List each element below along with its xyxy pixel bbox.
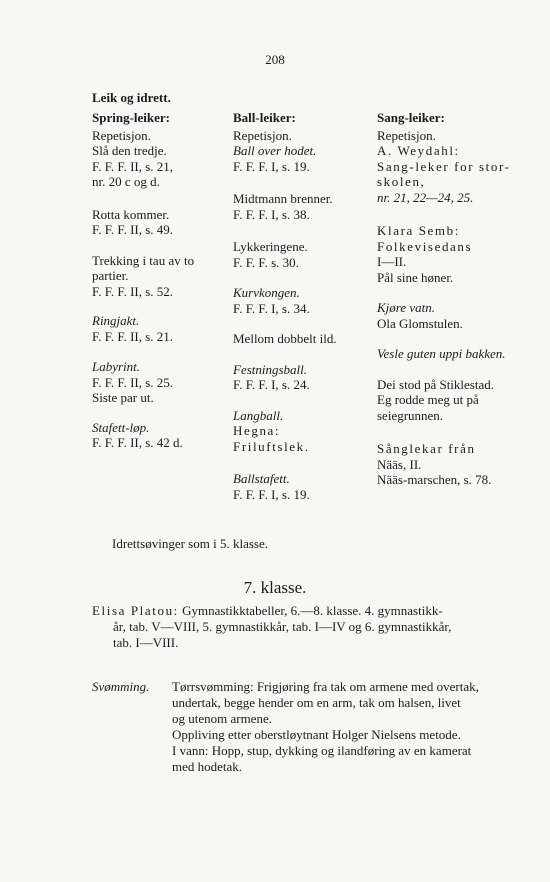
column-spring-leiker [92,110,194,451]
text-line: Folkevisedans [377,238,473,254]
entry-title: Kjøre vatn. [377,300,436,315]
text-line: Repetisjon. [233,127,292,143]
text-line: F. F. F. II, s. 42 d. [92,435,183,450]
entry-title: Ballstafett. [233,471,290,486]
author-paragraph [92,603,451,651]
text-line: nr. 20 c og d. [92,174,160,189]
column-sang-leiker [377,110,511,488]
text-line: F. F. F. I, s. 34. [233,300,310,316]
text-line: Oppliving etter oberstløytnant Holger Nielsens metode. [172,727,461,742]
entry-title: Labyrint. [92,359,141,374]
entry-title: Mellom dobbelt ild. [233,331,337,346]
text-line: F. F. F. II, s. 52. [92,283,174,299]
entry-title: Festningsball. [233,361,308,377]
text-line: med hodetak. [172,759,243,774]
text-line: seiegrunnen. [377,407,444,423]
entry-title: Ringjakt. [92,313,140,328]
text-line: Slå den tredje. [92,143,167,158]
entry-title: Langball. [233,407,284,423]
text-line: F. F. F. I, s. 19. [233,486,310,502]
entry-title: Stafett-løp. [92,419,150,435]
swimming-label: Svømming. [92,679,150,694]
text-line: Sang-leker for stor- [377,158,511,174]
text-line: tab. I—VIII. [113,635,179,650]
text-line: F. F. F. II, s. 21. [92,328,174,344]
text-line: Siste par ut. [92,390,154,405]
entry-title: Ball over hodet. [233,143,317,158]
text-line: nr. 21, 22—24, 25. [377,189,474,205]
column-heading: Sang-leiker: [377,110,445,125]
text-line: Friluftslek. [233,438,310,454]
class-heading: 7. klasse. [243,578,307,597]
entry-title: Vesle guten uppi bakken. [377,346,506,361]
text-line: Ola Glomstulen. [377,315,463,331]
text-line: partier. [92,268,129,283]
text-line: Repetisjon. [92,127,151,143]
entry-title: Midtmann brenner. [233,191,333,206]
text-line: F. F. F. I, s. 19. [233,158,310,174]
text-line: Repetisjon. [377,127,436,143]
text-line: F. F. F. II, s. 25. [92,374,174,390]
text-line: skolen, [377,174,426,189]
text-line: A. Weydahl: [377,143,460,158]
text-line: Pål sine høner. [377,269,454,285]
text-line: F. F. F. I, s. 24. [233,377,310,392]
text-line: Tørrsvømming: Frigjøring fra tak om armene med overtak, [172,679,479,694]
text-line: og utenom armene. [172,711,272,726]
swimming-text [172,679,479,775]
author-name: Elisa Platou: [92,603,179,618]
text-line: I—II. [377,254,407,269]
text-line: Klara Semb: [377,223,460,238]
text-line: I vann: Hopp, stup, dykking og ilandføring av en kamerat [172,743,472,758]
text-line: F. F. F. II, s. 49. [92,222,174,237]
entry-title: Lykkeringene. [233,239,308,254]
text-line: Gymnastikktabeller, 6.—8. klasse. 4. gymnastikk- [182,603,443,618]
text-line: Nääs-marschen, s. 78. [377,472,492,487]
column-heading: Spring-leiker: [92,110,170,125]
text-line: Eg rodde meg ut på [377,392,479,407]
text-line: Nääs, II. [377,456,422,472]
text-line: Trekking i tau av to [92,252,195,268]
text-line: år, tab. V—VIII, 5. gymnastikkår, tab. I—IV og 6. gymnastikkår, [113,619,452,634]
column-heading: Ball-leiker: [233,110,296,125]
text-line: F. F. F. I, s. 38. [233,206,310,222]
text-line: Hegna: [233,423,281,438]
text-line: F. F. F. s. 30. [233,254,299,270]
column-ball-leiker [233,110,337,502]
text-line: Dei stod på Stiklestad. [377,376,494,392]
text-line: Rotta kommer. [92,206,170,222]
section-title: Leik og idrett. [92,90,171,105]
text-line: undertak, begge hender om en arm, tak om halsen, livet [172,695,461,710]
entry-title: Kurvkongen. [233,285,300,300]
page-number: 208 [265,52,285,67]
footer-note: Idrettsøvinger som i 5. klasse. [112,536,268,551]
text-line: Sånglekar från [377,441,476,456]
text-line: F. F. F. II, s. 21, [92,158,174,174]
